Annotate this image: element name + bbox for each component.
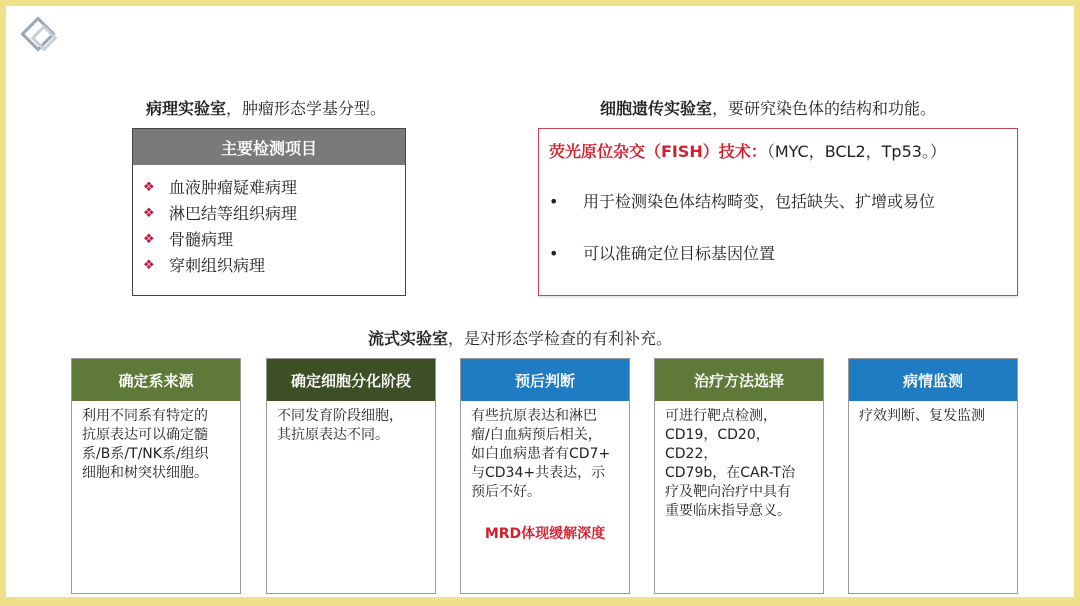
flow-card-title: 预后判断 [461, 359, 629, 401]
flow-card-line: 瘤/白血病预后相关， [471, 427, 602, 443]
flow-card-line: 其抗原表达不同。 [277, 427, 389, 443]
flow-card-body [461, 401, 629, 502]
flow-card-differentiation [266, 358, 436, 594]
flow-card-line: CD79b，在CAR-T治 [665, 465, 796, 481]
pathology-box [132, 128, 406, 296]
pathology-heading [146, 96, 386, 119]
flow-card-line: 系/B系/T/NK系/组织 [82, 446, 209, 462]
flow-card-line: 预后不好。 [471, 484, 541, 500]
pathology-item-label: 骨髓病理 [169, 230, 234, 249]
flow-card-monitoring [848, 358, 1018, 594]
diamond-bullet-icon: ❖ [143, 180, 155, 195]
pathology-item-list [133, 175, 405, 279]
fish-bullet-text: 用于检测染色体结构畸变，包括缺失、扩增或易位 [583, 192, 936, 211]
flow-card-prognosis [460, 358, 630, 594]
bullet-dot-icon: • [549, 244, 559, 263]
flow-card-title: 治疗方法选择 [655, 359, 823, 401]
flow-card-body [267, 401, 435, 445]
flow-heading [368, 326, 672, 349]
flow-card-line: 可进行靶点检测， [665, 408, 777, 424]
flow-card-treatment [654, 358, 824, 594]
cytogenetics-heading [600, 96, 936, 119]
list-item [549, 241, 775, 264]
flow-card-line: 抗原表达可以确定髓 [82, 427, 208, 443]
mrd-note: MRD体现缓解深度 [484, 526, 606, 542]
flow-card-line: 如白血病患者有CD7+ [471, 446, 611, 462]
bullet-dot-icon: • [549, 192, 559, 211]
flow-card-title: 确定系来源 [72, 359, 240, 401]
pathology-heading-bold: 病理实验室 [146, 99, 227, 118]
fish-title-red: 荧光原位杂交（FISH）技术： [549, 142, 767, 161]
flow-card-line: CD19，CD20，CD22， [665, 427, 770, 462]
list-item [143, 201, 405, 227]
cytogenetics-heading-rest: ，要研究染色体的结构和功能。 [712, 99, 937, 118]
list-item [549, 189, 935, 212]
flow-card-line: 疗及靶向治疗中具有 [665, 484, 791, 500]
diamond-bullet-icon: ❖ [143, 206, 155, 221]
flow-card-line: 疗效判断、复发监测 [859, 408, 985, 424]
pathology-item-label: 血液肿瘤疑难病理 [169, 178, 298, 197]
diamond-logo-icon [18, 14, 62, 58]
flow-card-title: 病情监测 [849, 359, 1017, 401]
pathology-box-title: 主要检测项目 [133, 129, 405, 165]
flow-card-body [655, 401, 823, 521]
flow-card-line: 利用不同系有特定的 [82, 408, 208, 424]
flow-card-body [72, 401, 240, 483]
flow-card-line: 重要临床指导意义。 [665, 503, 791, 519]
list-item [143, 253, 405, 279]
flow-card-title: 确定细胞分化阶段 [267, 359, 435, 401]
flow-card-line: 有些抗原表达和淋巴 [471, 408, 597, 424]
list-item [143, 227, 405, 253]
list-item [143, 175, 405, 201]
pathology-heading-rest: ，肿瘤形态学基分型。 [226, 99, 387, 118]
cytogenetics-heading-bold: 细胞遗传实验室 [600, 99, 713, 118]
flow-card-body [849, 401, 1017, 426]
fish-title-rest: （MYC，BCL2，Tp53。） [766, 142, 946, 161]
pathology-item-label: 穿刺组织病理 [169, 256, 266, 275]
diamond-bullet-icon: ❖ [143, 258, 155, 273]
flow-heading-rest: ，是对形态学检查的有利补充。 [448, 329, 673, 348]
flow-heading-bold: 流式实验室 [368, 329, 449, 348]
fish-box [538, 128, 1018, 296]
flow-card-line: 与CD34+共表达，示 [471, 465, 606, 481]
fish-title [549, 139, 946, 162]
flow-card-line: 细胞和树突状细胞。 [82, 465, 208, 481]
flow-card-lineage [71, 358, 241, 594]
fish-bullet-text: 可以准确定位目标基因位置 [583, 244, 776, 263]
pathology-item-label: 淋巴结等组织病理 [169, 204, 298, 223]
flow-card-line: 不同发育阶段细胞， [277, 408, 403, 424]
diamond-bullet-icon: ❖ [143, 232, 155, 247]
